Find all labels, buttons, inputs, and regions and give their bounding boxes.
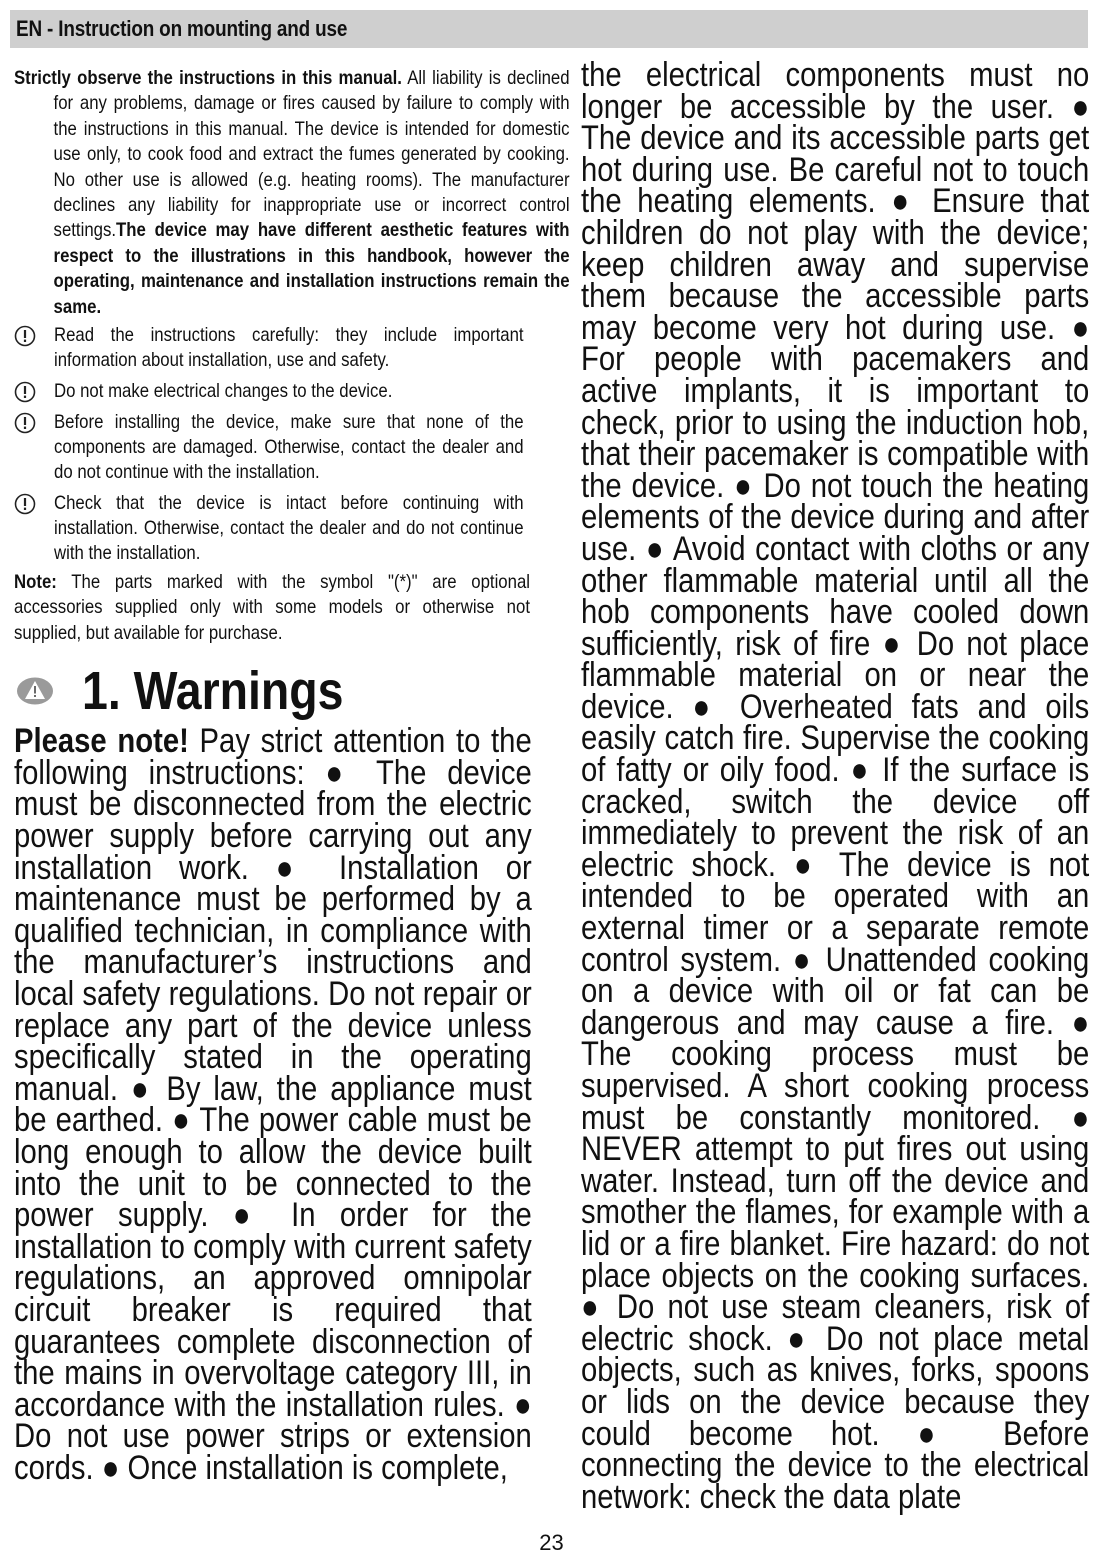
notice-item bbox=[14, 410, 532, 485]
intro-paragraph bbox=[14, 66, 570, 320]
note-paragraph bbox=[14, 570, 530, 646]
warnings-left-body: Pay strict attention to the following instructions: ● The device must be disconnected from the electric power supply before carrying out any installation work. ● Installation or maintenance must be performed by a qualified technician, in compliance with the manufacturer’s instructions and local safety regulations. Do not repair or replace any part of the device unless specifically stated in the operating manual. ● By law, the appliance must be earthed. ● The power cable must be long enough to allow the device built into the unit to be connected to the power supply. ● In order for the installation to comply with current safety regulations, an approved omnipolar circuit breaker is required that guarantees complete disconnection of the mains in overvoltage category III, in accordance with the installation rules. ● Do not use power strips or extension cords. ● Once installation is complete, bbox=[14, 722, 532, 1487]
warning-circle-icon bbox=[14, 412, 36, 434]
notice-item bbox=[14, 323, 532, 373]
notice-text: Read the instructions carefully: they include important information about installation, use and safety. bbox=[54, 324, 524, 372]
notice-list bbox=[14, 323, 532, 566]
section-heading-row bbox=[14, 662, 532, 720]
warning-circle-icon bbox=[14, 493, 36, 515]
notice-text: Before installing the device, make sure that none of the components are damaged. Otherwise, contact the dealer and do not continue with the installation. bbox=[54, 411, 524, 484]
page-number: 23 bbox=[539, 1530, 564, 1555]
notice-item bbox=[14, 379, 532, 404]
intro-bold-tail: The device may have different aesthetic features with respect to the illustrations in this handbook, however the operating, maintenance and installation instructions remain the same. bbox=[53, 219, 570, 318]
notice-text: Check that the device is intact before continuing with installation. Otherwise, contact the dealer and do not continue with the installation. bbox=[54, 492, 524, 565]
warnings-right-text: the electrical components must no longer be accessible by the user. ● The device and its accessible parts get hot during use. Be careful not to touch the heating elements. ● Ensure that children do not play with the device; keep children away and supervise them because the accessible parts may become very hot during use. ● For people with pacemakers and active implants, it is important to check, prior to using the induction hob, that their pacemaker is compatible with the device. ● Do not touch the heating elements of the device during and after use. ● Avoid contact with cloths or any other flammable material until all the hob components have cooled down sufficiently, risk of fire ● Do not place flammable material on or near the device. ● Overheated fats and oils easily catch fire. Supervise the cooking of fatty or oily food. ● If the surface is cracked, switch the device off immediately to prevent the risk of an electric shock. ● The device is not intended to be operated with an external timer or a separate remote control system. ● Unattended cooking on a device with oil or fat can be dangerous and may cause a fire. ● The cooking process must be supervised. A short cooking process must be constantly monitored. ● NEVER attempt to put fires out using water. Instead, turn off the device and smother the flames, for example with a lid or a fire blanket. Fire hazard: do not place objects on the cooking surfaces. ● Do not use steam cleaners, risk of electric shock. ● Do not place metal objects, such as knives, forks, spoons or lids on the device because they could become hot. ● Before connecting the device to the electrical network: check the data plate bbox=[581, 56, 1090, 1516]
warnings-lead: Please note! bbox=[14, 722, 189, 761]
notice-item bbox=[14, 491, 532, 566]
right-column bbox=[581, 56, 1090, 1516]
intro-text: All liability is declined for any problems, damage or fires caused by failure to comply with the instructions in this manual. The device is intended for domestic use only, to cook food and extract the fumes generated by cooking. No other use is allowed (e.g. heating rooms). The manufacturer declines any liability for inappropriate use or incorrect control settings. bbox=[53, 67, 570, 242]
note-label: Note: bbox=[14, 571, 57, 594]
note-text: The parts marked with the symbol "(*)" are optional accessories supplied only with some models or otherwise not supplied, but available for purchase. bbox=[14, 571, 531, 644]
section-heading: 1. Warnings bbox=[82, 661, 344, 722]
intro-bold-lead: Strictly observe the instructions in this manual. bbox=[14, 67, 402, 89]
left-column bbox=[14, 66, 570, 1487]
warnings-left-text bbox=[14, 722, 532, 1487]
header-title: EN - Instruction on mounting and use bbox=[16, 16, 348, 41]
header-bar bbox=[10, 10, 1088, 48]
notice-text: Do not make electrical changes to the device. bbox=[54, 380, 393, 403]
warning-circle-icon bbox=[14, 381, 36, 403]
warning-triangle-icon bbox=[16, 676, 54, 706]
warning-circle-icon bbox=[14, 325, 36, 347]
